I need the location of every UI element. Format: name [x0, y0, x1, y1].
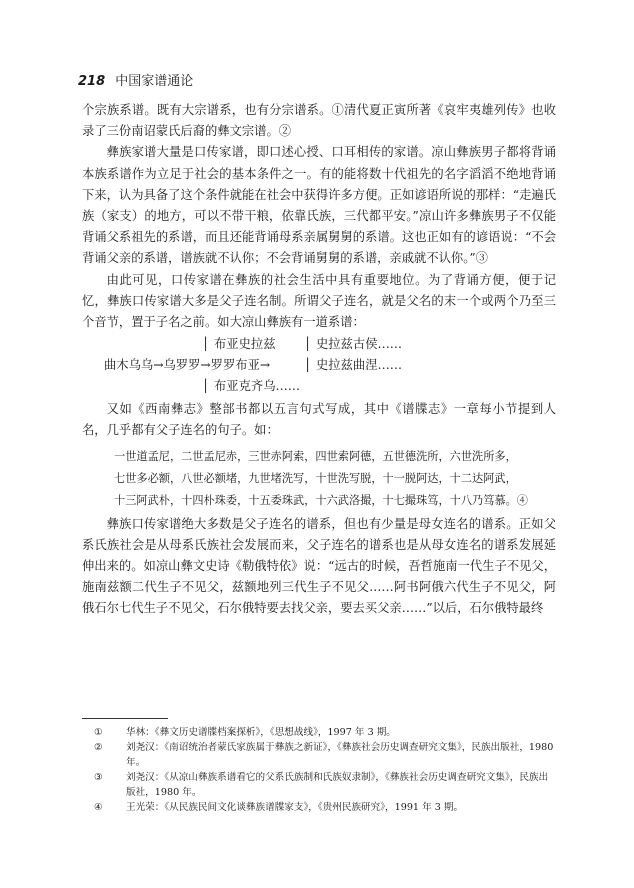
footnote-mark: ② [94, 742, 103, 753]
paragraph-4: 又如《西南彝志》整部书都以五言句式写成，其中《谱牒志》一章每小节提到人名，几乎都有父子连名的句子。如： [82, 402, 556, 438]
branch-top: 布亚史拉兹 [214, 337, 276, 352]
paragraph-3: 由此可见，口传家谱在彝族的社会生活中具有重要地位。为了背诵方便，便于记忆，彝族口传家谱大多是父子连名制。所谓父子连名，就是父名的末一个或两个乃至三个音节，置于子名之前。如大凉山彝族有一道系谱： [82, 272, 556, 330]
verse-line: 十三阿武朴，十四朴珠委，十五委珠武，十六武洛撮，十七撮珠笃，十八乃笃慕。④ [114, 493, 528, 507]
branch-top-bracket: │ [202, 337, 210, 352]
branch-mid-sub: 史拉兹曲涅…… [316, 358, 403, 373]
footnote-mark: ③ [94, 772, 103, 783]
branch-bottom-bracket: │ [202, 379, 210, 394]
footnote-text: 华林：《彝文历史谱牒档案探析》，《思想战线》，1997 年 3 期。 [126, 727, 396, 738]
sub-branch-bracket-top: │ [304, 337, 312, 352]
paragraph-5: 彝族口传家谱绝大多数是父子连名的谱系，但也有少量是母女连名的谱系。正如父系氏族社会是从母系氏族社会发展而来，父子连名的谱系也是从母女连名的谱系发展延伸出来的。如凉山彝文史诗《勒俄特依》说：“远古的时候，吾哲施南一代生子不见父，施南兹额二代生子不见父，兹额地列三代生子不见父……阿书阿俄六代生子不见父，阿俄石尔七代生子不见父，石尔俄特要去找父亲，要去买父亲……”以后，石尔俄特最终 [82, 516, 556, 616]
main-text [82, 100, 556, 620]
branch-bottom: 布亚克齐乌…… [214, 379, 301, 394]
book-title: 中国家谱通论 [115, 74, 194, 89]
footnotes [82, 725, 556, 815]
verse-line: 七世多必额，八世必额堵，九世堵洗写，十世洗写脱，十一脱阿达，十二达阿武， [114, 471, 517, 485]
footnote-text: 刘尧汉：《从凉山彝族系谱看它的父系氏族制和氏族奴隶制》，《彝族社会历史调查研究文集》，民族出版社，1980 年。 [126, 772, 549, 798]
genealogy-diagram [82, 334, 556, 398]
footnote-mark: ① [94, 727, 103, 738]
footnote-mark: ④ [94, 802, 103, 813]
verse-line: 一世道孟尼，二世孟尼赤，三世赤阿索，四世索阿德，五世德洗所，六世洗所多， [114, 449, 517, 463]
footnote-text: 王光荣：《从民族民间文化谈彝族谱牒家支》，《贵州民族研究》，1991 年 3 期。 [126, 802, 464, 813]
footnote [82, 770, 556, 800]
footnote-text: 刘尧汉：《南诏统治者蒙氏家族属于彝族之新证》，《彝族社会历史调查研究文集》，民族出版社，1980 年。 [126, 742, 554, 768]
footnote [82, 740, 556, 770]
verse-block [114, 446, 556, 512]
page-number: 218 [78, 74, 106, 89]
branch-top-sub: 史拉兹古侯…… [316, 337, 403, 352]
paragraph-2: 彝族家谱大量是口传家谱，即口述心授、口耳相传的家谱。凉山彝族男子都将背诵本族系谱作为立足于社会的基本条件之一。有的能将数十代祖先的名字滔滔不绝地背诵下来，认为具备了这个条件就能在社会中获得许多方便。正如谚语所说的那样：“走遍氏族（家支）的地方，可以不带干粮，依靠氏族，三代都平安。”凉山许多彝族男子不仅能背诵父系祖先的系谱，而且还能背诵母系亲属舅舅的系谱。这也正如有的谚语说：“不会背诵父亲的系谱，谱族就不认你；不会背诵舅舅的系谱，亲戚就不认你。”③ [82, 145, 556, 266]
footnote [82, 725, 556, 740]
running-header [78, 70, 193, 89]
main-line: 曲木乌乌→乌罗罗→罗罗布亚→ [104, 358, 271, 373]
paragraph-1: 个宗族系谱。既有大宗谱系，也有分宗谱系。①清代夏正寅所著《哀牢夷雄列传》也收录了三份南诏蒙氏后裔的彝文宗谱。② [82, 103, 556, 139]
sub-branch-bracket-mid: │ [304, 358, 312, 373]
footnote [82, 800, 556, 815]
footnote-rule [82, 718, 168, 719]
